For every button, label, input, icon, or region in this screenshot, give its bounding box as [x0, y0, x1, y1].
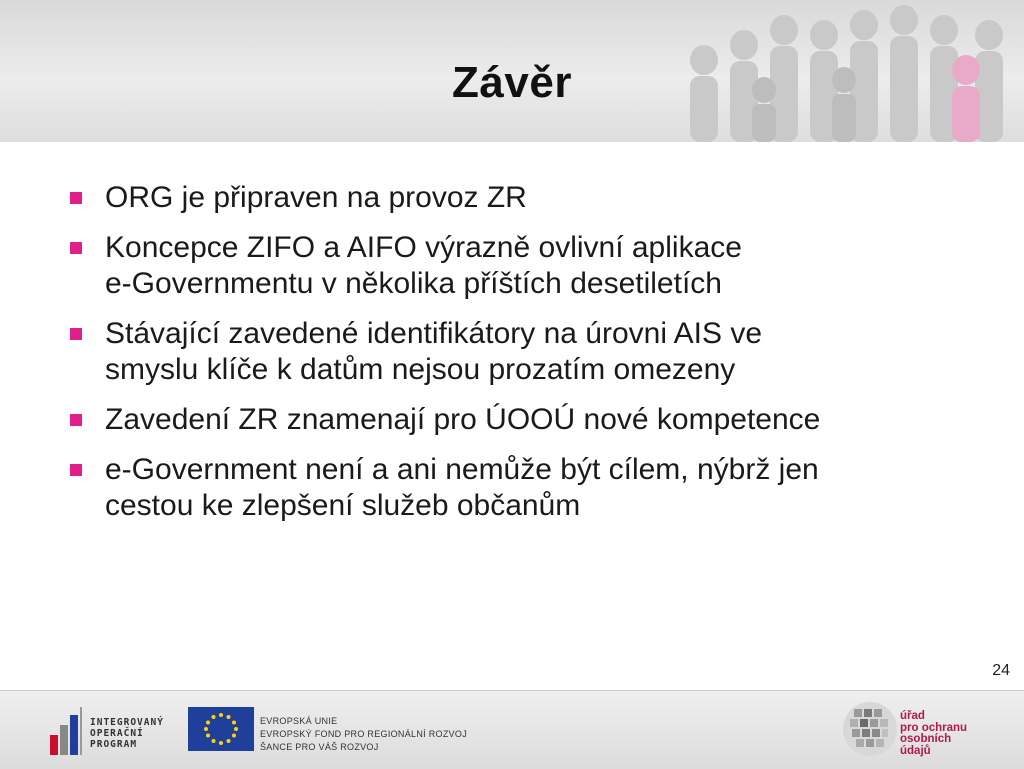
- bullet-item: [68, 180, 988, 216]
- square-bullet-icon: [70, 414, 82, 426]
- page-number: 24: [992, 662, 1010, 679]
- bullet-item: [68, 316, 988, 388]
- eu-flag-icon: [188, 707, 254, 751]
- iop-line: INTEGROVANÝ: [90, 717, 164, 728]
- iop-line: OPERAČNÍ: [90, 728, 144, 739]
- iop-line: PROGRAM: [90, 739, 138, 750]
- header-banner: [0, 0, 1024, 142]
- bullet-line: smyslu klíče k datům nejsou prozatím omezeny: [105, 353, 736, 386]
- bullet-line: cestou ke zlepšení služeb občanům: [105, 489, 581, 522]
- square-bullet-icon: [70, 192, 82, 204]
- square-bullet-icon: [70, 464, 82, 476]
- bullet-line: Zavedení ZR znamenají pro ÚOOÚ nové kompetence: [105, 403, 821, 436]
- square-bullet-icon: [70, 328, 82, 340]
- eu-line: ŠANCE PRO VÁŠ ROZVOJ: [260, 742, 379, 752]
- bullet-line: e-Government není a ani nemůže být cílem, nýbrž jen: [105, 453, 819, 486]
- eu-line: EVROPSKÝ FOND PRO REGIONÁLNÍ ROZVOJ: [260, 729, 468, 739]
- bullet-line: Koncepce ZIFO a AIFO výrazně ovlivní aplikace: [105, 231, 742, 264]
- slide-title: Závěr: [452, 58, 572, 107]
- uoou-line: osobních: [900, 733, 952, 745]
- eu-line: EVROPSKÁ UNIE: [260, 716, 338, 726]
- bullet-list: [68, 180, 988, 538]
- uoou-line: úřad: [900, 710, 925, 722]
- bullet-line: ORG je připraven na provoz ZR: [105, 181, 527, 214]
- bullet-item: [68, 402, 988, 438]
- mosaic-face-logo-icon: [840, 699, 900, 759]
- uoou-line: údajů: [900, 744, 931, 757]
- bullet-item: [68, 452, 988, 524]
- eu-logo-text: [260, 715, 467, 754]
- uoou-line: pro ochranu: [900, 721, 968, 734]
- bullet-line: Stávající zavedené identifikátory na úrovni AIS ve: [105, 317, 763, 350]
- footer-logos: [0, 690, 1024, 769]
- bullet-line: e-Governmentu v několika příštích desetiletích: [105, 267, 722, 300]
- iop-logo-text: [90, 717, 164, 750]
- bullet-item: [68, 230, 988, 302]
- uoou-logo-text: [900, 711, 967, 757]
- square-bullet-icon: [70, 242, 82, 254]
